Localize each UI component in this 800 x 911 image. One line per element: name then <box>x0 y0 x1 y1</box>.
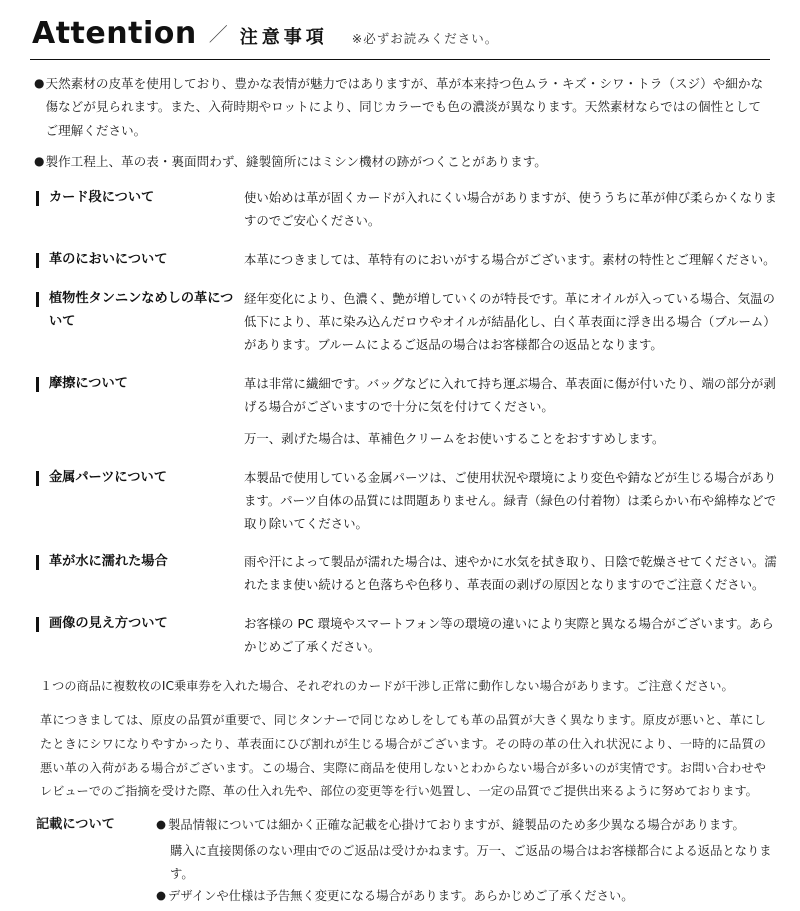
section-heading-label: 植物性タンニンなめしの革について <box>49 291 234 329</box>
heading-bar-icon <box>36 471 39 486</box>
section-heading <box>36 288 244 333</box>
section-body <box>244 467 778 536</box>
section-heading <box>36 467 244 490</box>
footer-list <box>156 814 778 911</box>
header-note: ※必ずお読みください。 <box>351 31 499 46</box>
footer-item-subtext: 購入に直接関係のない理由でのご返品は受けかねます。万一、ご返品の場合はお客様都合による返品となります。 <box>170 843 772 881</box>
section-paragraph: 本製品で使用している金属パーツは、ご使用状況や環境により変色や錆などが生じる場合があります。パーツ自体の品質には問題ありません。緑青（緑色の付着物）は柔らかい布や綿棒などで取り除いてください。 <box>244 469 777 531</box>
section-paragraph: お客様の PC 環境やスマートフォン等の環境の違いにより実際と異なる場合がございます。あらかじめご了承ください。 <box>244 616 774 655</box>
section-list <box>22 187 778 659</box>
footer-item-text: 製品情報については細かく正確な記載を心掛けておりますが、縫製品のため多少異なる場合があります。 <box>168 818 745 833</box>
page-title-jp: 注意事項 <box>239 27 328 48</box>
section-body <box>244 187 778 233</box>
section-body <box>244 288 778 357</box>
section-body <box>244 373 778 451</box>
section-paragraph: 経年変化により、色濃く、艶が増していくのが特長です。革にオイルが入っている場合、気温の低下により、革に染み込んだロウやオイルが結晶化し、白く革表面に浮き出る場合（ブルーム）があります。ブルームによるご返品の場合はお客様都合の返品となります。 <box>244 291 776 352</box>
footer-heading: 記載について <box>36 817 115 833</box>
section-vegetable-tanned <box>36 288 778 357</box>
list-item <box>34 150 766 173</box>
bullet-dot-icon: ● <box>34 76 45 90</box>
heading-bar-icon <box>36 617 39 632</box>
header-divider <box>30 59 770 60</box>
bullet-dot-icon: ● <box>156 817 167 832</box>
section-paragraph: 本革につきましては、革特有のにおいがする場合がございます。素材の特性とご理解ください。 <box>244 252 776 268</box>
section-wet-leather <box>36 551 778 597</box>
note-paragraph: 革につきましては、原皮の品質が重要で、同じタンナーで同じなめしをしても革の品質が大きく異なります。原皮が悪いと、革にしたときにシワになりやすかったり、革表面にひび割れが生じる場合がございます。その時の革の仕入れ状況により、一時的に品質の悪い革の入荷がある場合がございます。この場合、実際に商品を使用しないとわからない場合が多いのが実情です。お問い合わせやレビューでのご指摘を受けた際、革の仕入れ先や、部位の変更等を行い処置し、一定の品質でご提供出来るように努めております。 <box>40 712 766 799</box>
list-item <box>156 814 778 885</box>
heading-bar-icon <box>36 253 39 268</box>
section-heading <box>36 249 244 272</box>
title-separator: ／ <box>208 24 228 46</box>
section-card-slots <box>36 187 778 233</box>
heading-bar-icon <box>36 555 39 570</box>
section-heading-label: 金属パーツについて <box>49 469 167 485</box>
section-heading-label: カード段について <box>49 190 155 206</box>
bullet-dot-icon: ● <box>156 888 167 903</box>
section-paragraph: 革は非常に繊細です。バッグなどに入れて持ち運ぶ場合、革表面に傷が付いたり、端の部分が剥げる場合がございますので十分に気を付けてください。 <box>244 375 776 414</box>
section-heading-label: 摩擦について <box>49 375 128 391</box>
footer-item-text: デザインや仕様は予告無く変更になる場合があります。あらかじめご了承ください。 <box>168 889 634 904</box>
bullet-text: 製作工程上、革の表・裏面問わず、縫製箇所にはミシン機材の跡がつくことがあります。 <box>45 153 547 169</box>
section-image-appearance <box>36 613 778 659</box>
heading-bar-icon <box>36 191 39 206</box>
heading-bar-icon <box>36 377 39 392</box>
section-paragraph: 万一、剥げた場合は、革補色クリームをお使いすることをおすすめします。 <box>244 430 665 446</box>
section-paragraph: 雨や汗によって製品が濡れた場合は、速やかに水気を拭き取り、日陰で乾燥させてください。濡れたまま使い続けると色落ちや色移り、革表面の剥げの原因となりますのでご注意ください。 <box>244 554 777 593</box>
section-heading <box>36 551 244 574</box>
heading-bar-icon <box>36 292 39 307</box>
note-paragraph: １つの商品に複数枚のIC乗車券を入れた場合、それぞれのカードが干渉し正常に動作しない場合があります。ご注意ください。 <box>40 679 734 694</box>
section-heading <box>36 613 244 636</box>
section-leather-smell <box>36 249 778 272</box>
list-item <box>34 72 766 142</box>
section-heading-label: 革が水に濡れた場合 <box>49 554 168 570</box>
intro-bullet-list <box>22 72 778 173</box>
section-metal-parts <box>36 467 778 536</box>
page-title-en: Attention <box>32 16 197 51</box>
bullet-text: 天然素材の皮革を使用しており、豊かな表情が魅力ではありますが、革が本来持つ色ムラ・キズ・シワ・トラ（スジ）や細かな傷などが見られます。また、入荷時期やロットにより、同じカラーでも色の濃淡が異なります。天然素材ならではの個性としてご理解ください。 <box>45 76 764 138</box>
section-body <box>244 249 778 272</box>
section-body <box>244 613 778 659</box>
section-body <box>244 551 778 597</box>
footer-block <box>22 814 778 911</box>
section-friction <box>36 373 778 451</box>
bullet-dot-icon: ● <box>34 153 45 168</box>
section-heading <box>36 373 244 396</box>
document-header <box>22 10 778 51</box>
section-heading-label: 画像の見え方ついて <box>49 616 168 632</box>
section-paragraph: 使い始めは革が固くカードが入れにくい場合がありますが、使ううちに革が伸び柔らかくなりますのでご安心ください。 <box>244 190 777 229</box>
additional-notes <box>22 675 778 804</box>
section-heading <box>36 187 244 210</box>
list-item <box>156 885 778 908</box>
section-heading-label: 革のにおいについて <box>49 252 168 268</box>
